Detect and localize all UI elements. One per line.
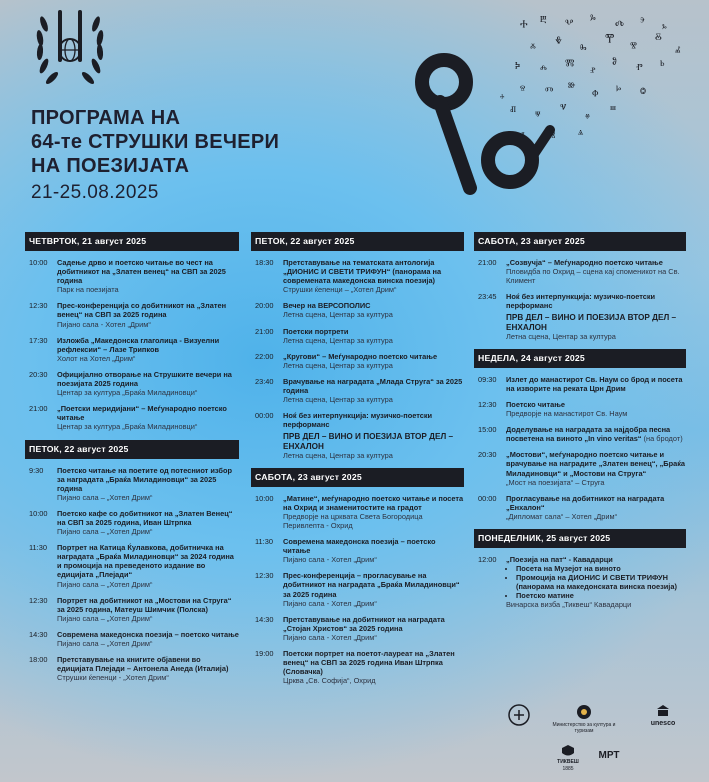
svg-text:ⱍ: ⱍ — [585, 113, 590, 123]
laurel-right-icon — [80, 15, 104, 85]
event-title: Прес-конференција – прогласување на добитникот на наградата „Браќа Миладиновци“ за 2025 година — [283, 571, 460, 599]
event-row — [251, 411, 464, 459]
svg-text:ⱈ: ⱈ — [616, 84, 622, 95]
event-time: 22:00 — [255, 351, 274, 361]
title-line-3: НА ПОЕЗИЈАТА — [31, 155, 190, 177]
event-time: 19:00 — [255, 649, 274, 658]
event-venue: „Дипломат сала“ – Хотел „Дрим“ — [506, 511, 618, 521]
event-row — [251, 377, 464, 404]
event-venue: Струшки ќепенци - „Хотел Дрим“ — [57, 673, 169, 683]
svg-text:ⰼ: ⰼ — [675, 46, 681, 57]
svg-text:ⱌ: ⱌ — [560, 101, 567, 115]
event-title: Поетско кафе со добитникот на „Златен Венец“ на СВП за 2025 година, Иван Штрпка — [57, 508, 233, 527]
event-venue: Летна сцена, Центар за култура — [283, 310, 393, 320]
svg-text:ⰾ: ⰾ — [540, 62, 547, 75]
event-venue: Парк на поезијата — [57, 285, 119, 295]
event-title: Доделување на наградата за најдобра песна посветена на виното „In vino veritas“ — [506, 425, 671, 444]
svg-text:ⰲ: ⰲ — [565, 17, 574, 32]
svg-text:ⱇ: ⱇ — [592, 87, 599, 101]
event-title: Ноќ без интерпункција: музичко-поетски перформанс — [283, 411, 433, 430]
event-title: Претставување на тематската антологија „ДИОНИС И СВЕТИ ТРИФУН“ (панорама на современата македонска винска поезија) — [283, 258, 442, 286]
svg-text:ⰰ: ⰰ — [500, 93, 505, 102]
event-title: „Матине“, меѓународно поетско читање и посета на Охрид и знаменитостите на градот — [283, 493, 464, 512]
event-row — [25, 630, 239, 648]
unesco-temple-icon — [656, 704, 670, 718]
event-title: Ноќ без интерпункција: музичко-поетски перформанс — [506, 292, 656, 311]
day-block — [474, 232, 686, 341]
ministry-label: Министерство за култура и туризам — [552, 722, 616, 734]
svg-text:ⰵ: ⰵ — [640, 16, 645, 27]
svg-text:ⱃ: ⱃ — [660, 58, 665, 71]
mrt-logo: МРТ — [598, 750, 620, 761]
event-title: Поетски портрети — [283, 326, 349, 336]
event-time: 12:30 — [478, 399, 497, 409]
day-header-friday: ПЕТОК, 22 август 2025 — [25, 440, 239, 459]
event-row — [251, 537, 464, 564]
svg-text:ⰱ: ⰱ — [540, 13, 547, 27]
event-venue: Струшки ќепенци – „Хотел Дрим“ — [283, 285, 397, 295]
event-row — [25, 301, 239, 328]
svg-text:ⱐ: ⱐ — [550, 130, 556, 143]
event-row — [25, 370, 239, 397]
event-venue: Пијано сала – „Хотел Дрим“ — [57, 579, 153, 589]
day-block — [251, 468, 464, 686]
svg-text:ⱉ: ⱉ — [640, 85, 647, 100]
strp-emblem-icon — [508, 704, 530, 726]
event-title: Прогласување на добитникот на наградата „Енхалон“ — [506, 493, 665, 512]
event-row — [251, 571, 464, 607]
event-time: 17:30 — [29, 335, 48, 345]
event-row — [25, 543, 239, 588]
event-row — [25, 596, 239, 623]
event-time: 15:00 — [478, 425, 497, 435]
event-row — [251, 301, 464, 319]
svg-text:ⱋ: ⱋ — [535, 110, 541, 121]
emblem-stroke-icon — [440, 102, 470, 188]
event-row — [474, 400, 686, 418]
svg-text:ⱏ: ⱏ — [520, 131, 525, 141]
event-venue: Пијано сала - Хотел „Дрим“ — [283, 598, 377, 608]
event-venue: Летна сцена, Центар за култура — [283, 360, 393, 370]
event-row — [474, 494, 686, 521]
schedule-column-2 — [251, 232, 464, 685]
day-header-sunday: НЕДЕЛА, 24 август 2025 — [474, 349, 686, 368]
event-time: 21:00 — [478, 258, 497, 267]
svg-text:ⰹ: ⰹ — [605, 30, 615, 48]
event-time: 20:00 — [255, 301, 274, 311]
svg-text:ⱅ: ⱅ — [545, 85, 554, 100]
event-row — [25, 466, 239, 502]
schedule-column-3 — [474, 232, 686, 610]
svg-text:ⰷ: ⰷ — [555, 34, 562, 50]
event-title: Прес-конференција со добитникот на „Златен венец“ на СВП за 2025 година — [57, 301, 227, 320]
event-venue: Предворје на црквата Света Богородица Перивлепта - Охрид — [283, 511, 423, 530]
day-block — [474, 349, 686, 521]
festival-dates: 21-25.08.2025 — [31, 182, 159, 203]
event-row — [474, 555, 686, 610]
event-title: Поетски портрет на поетот-лауреат на „Златен венец“ на СВП за 2025 година Иван Штрпка (Словачка) — [283, 649, 455, 677]
day-block — [25, 232, 239, 432]
sponsor-logos — [496, 700, 696, 778]
event-title: Врачување на наградата „Млада Струга“ за 2025 година — [283, 376, 463, 396]
event-row — [251, 258, 464, 294]
event-venue: Пијано сала - Хотел „Дрим“ — [283, 555, 377, 565]
event-venue: Холот на Хотел „Дрим“ — [57, 353, 136, 363]
svg-text:ⱄ: ⱄ — [520, 84, 526, 95]
title-line-2: 64-те СТРУШКИ ВЕЧЕРИ — [31, 131, 280, 153]
event-time: 00:00 — [478, 493, 497, 503]
day-block — [474, 529, 686, 610]
scattered-glyphs-icon — [500, 12, 681, 143]
svg-text:ⰰ: ⰰ — [520, 18, 528, 34]
program-title — [31, 106, 279, 178]
event-time: 12:30 — [29, 301, 48, 311]
event-row — [474, 375, 686, 393]
event-row — [251, 327, 464, 345]
event-title: „Созвучја“ – Меѓународно поетско читање — [506, 258, 663, 267]
event-venue: „Мост на поезијата“ – Струга — [506, 477, 605, 487]
event-row — [25, 404, 239, 431]
event-title: Претставување на книгите објавени во едицијата Плејади – Антонела Анеда (Италија) — [57, 655, 229, 674]
tikves-year: 1885 — [562, 766, 574, 772]
event-time: 21:00 — [255, 326, 274, 336]
title-line-1: ПРОГРАМА НА — [31, 107, 181, 129]
event-bullets — [506, 564, 686, 600]
event-venue: Центар за култура „Браќа Миладиновци“ — [57, 388, 198, 398]
event-time: 11:30 — [255, 537, 273, 547]
event-time: 10:00 — [29, 508, 48, 518]
event-title: Современа македонска поезија – поетско читање — [57, 629, 239, 639]
svg-text:ⰿ: ⰿ — [565, 57, 575, 72]
event-title: „Мостови“, меѓународно поетско читање и врачување на наградите „Златен венец“, „Браќа Миладиновци“ и „Мостови на Струга“ — [506, 450, 686, 478]
svg-text:ⰳ: ⰳ — [662, 23, 667, 33]
day-block — [25, 440, 239, 683]
event-time: 23:45 — [478, 292, 497, 302]
event-title: Портрет на добитникот на „Мостови на Струга“ за 2025 година, Матеуш Шимчик (Полска) — [57, 595, 232, 614]
svg-text:ⰶ: ⰶ — [530, 42, 536, 53]
svg-text:ⰳ: ⰳ — [590, 12, 596, 25]
event-subtitle: ПРВ ДЕЛ – ВИНО И ПОЕЗИЈА ВТОР ДЕЛ – ЕНХАЛОН — [283, 432, 454, 451]
event-venue: Пијано сала - Хотел „Дрим“ — [283, 632, 377, 642]
tikves-label: ТИКВЕШ — [557, 759, 579, 765]
svg-text:ⰺ: ⰺ — [630, 40, 637, 53]
tikves-crest-icon — [561, 744, 575, 758]
svg-text:ⱑ: ⱑ — [578, 129, 584, 139]
day-header-saturday: САБОТА, 23 август 2025 — [474, 232, 686, 251]
event-venue: Пијано сала – „Хотел Дрим“ — [57, 639, 153, 648]
event-row — [474, 450, 686, 486]
event-bullet: • Посета на Музејот на виното — [516, 564, 686, 573]
event-venue: Црква „Св. Софија“, Охрид — [283, 676, 376, 686]
day-header-thursday: ЧЕТВРТОК, 21 август 2025 — [25, 232, 239, 251]
event-venue: Предворје на манастирот Св. Наум — [506, 409, 628, 419]
svg-text:ⱆ: ⱆ — [568, 80, 576, 93]
svg-text:ⱀ: ⱀ — [590, 66, 596, 77]
event-time: 09:30 — [478, 374, 497, 384]
event-title: „Поезија на пат“ - Кавадарци — [506, 554, 613, 564]
event-time: 14:30 — [29, 629, 48, 639]
event-venue: Пијано сала – „Хотел Дрим“ — [57, 527, 153, 537]
event-row — [25, 655, 239, 682]
day-block — [251, 232, 464, 460]
day-header-saturday: САБОТА, 23 август 2025 — [251, 468, 464, 487]
event-time: 20:30 — [478, 450, 497, 460]
event-venue: Центар за култура „Браќа Миладиновци“ — [57, 422, 198, 432]
event-row — [251, 352, 464, 370]
day-header-monday: ПОНЕДЕЛНИК, 25 август 2025 — [474, 529, 686, 548]
event-title: Официјално отворање на Струшките вечери на поезијата 2025 година — [57, 369, 232, 389]
svg-text:ⱁ: ⱁ — [612, 54, 617, 70]
event-time: 12:00 — [478, 554, 497, 564]
svg-text:ⰽ: ⰽ — [515, 59, 521, 73]
event-time: 9:30 — [29, 465, 44, 475]
svg-text:ⱊ: ⱊ — [510, 104, 516, 117]
schedule-column-1 — [25, 232, 239, 682]
event-title: Портрет на Катица Ќулавкова, добитничка на наградата „Браќа Миладиновци“ за 2024 година и промоција на преведеното издание во едицијата „Плејади“ — [57, 543, 234, 580]
event-bullet: • Промоција на ДИОНИС И СВЕТИ ТРИФУН (панорама на македонската винска поезија) — [516, 573, 686, 591]
event-row — [251, 615, 464, 642]
event-title: Претставување на добитникот на наградата „Стојан Христов“ за 2025 година — [283, 614, 445, 633]
event-row — [25, 258, 239, 294]
event-time: 00:00 — [255, 411, 274, 421]
event-row — [474, 292, 686, 340]
event-title: „Кругови“ – Меѓународно поетско читање — [283, 351, 438, 361]
svg-text:ⰴ: ⰴ — [615, 18, 624, 34]
event-time: 12:30 — [29, 595, 48, 605]
event-venue: Винарска визба „Тиквеш“ Кавадарци — [506, 600, 632, 610]
event-title: Современа македонска поезија – поетско читање — [283, 537, 436, 556]
festival-laurel-logo — [30, 4, 110, 94]
event-venue: Пијано сала - Хотел „Дрим“ — [57, 319, 151, 329]
laurel-left-icon — [36, 15, 60, 85]
event-row — [474, 425, 686, 443]
event-venue: Летна сцена, Центар за култура — [283, 395, 393, 405]
event-time: 18:30 — [255, 258, 274, 267]
event-time: 10:00 — [29, 258, 48, 267]
event-time: 10:00 — [255, 493, 274, 503]
event-row — [25, 336, 239, 363]
svg-text:ⰻ: ⰻ — [655, 31, 662, 46]
event-time: 12:30 — [255, 571, 274, 581]
event-title: Поетско читање — [506, 399, 566, 409]
event-time: 14:30 — [255, 614, 274, 624]
event-row — [251, 649, 464, 685]
event-title: Вечер на ВЕРСОПОЛИС — [283, 301, 371, 311]
svg-text:ⱂ: ⱂ — [636, 61, 643, 75]
event-title: Излет до манастирот Св. Наум со брод и посета на изворите на реката Црн Дрим — [506, 374, 683, 393]
event-venue: Пијано сала – „Хотел Дрим“ — [57, 613, 153, 623]
event-subtitle: ПРВ ДЕЛ – ВИНО И ПОЕЗИЈА ВТОР ДЕЛ – ЕНХАЛОН — [506, 313, 677, 332]
event-title-suffix: (на бродот) — [643, 434, 683, 444]
event-title: Изложба „Македонска глаголица - Визуелни рефлексии“ – Лазе Трипков — [57, 335, 220, 354]
event-title: „Поетски меридијани“ – Меѓународно поетско читање — [57, 404, 227, 423]
64-emblem-graphic — [400, 10, 700, 210]
ministry-coat-icon — [576, 704, 592, 720]
unesco-label: unesco — [650, 720, 676, 727]
event-time: 11:30 — [29, 543, 47, 553]
event-bullet: • Поетско матине — [516, 591, 686, 600]
event-row — [25, 509, 239, 536]
event-venue: Пијано сала – „Хотел Дрим“ — [57, 492, 153, 502]
day-header-friday: ПЕТОК, 22 август 2025 — [251, 232, 464, 251]
event-title: Садење дрво и поетско читање во чест на добитникот на „Златен венец“ на СВП за 2025 година — [57, 258, 226, 286]
event-time: 23:40 — [255, 376, 274, 386]
event-time: 21:00 — [29, 404, 48, 414]
event-row — [251, 494, 464, 530]
event-time: 18:00 — [29, 655, 48, 665]
event-row — [474, 258, 686, 285]
event-venue: Пловидба по Охрид – сцена кај споменикот на Св. Климент — [506, 267, 680, 286]
svg-text:ⱎ: ⱎ — [610, 104, 617, 117]
event-time: 20:30 — [29, 369, 48, 379]
event-title: Поетско читање на поетите од потесниот избор за наградата „Браќа Миладиновци“ за 2025 година — [57, 465, 232, 493]
event-venue: Летна сцена, Центар за култура — [283, 335, 393, 345]
event-venue: Летна сцена, Центар за култура — [283, 450, 393, 460]
event-venue: Летна сцена, Центар за култура — [506, 331, 616, 341]
svg-text:ⰸ: ⰸ — [580, 41, 587, 55]
